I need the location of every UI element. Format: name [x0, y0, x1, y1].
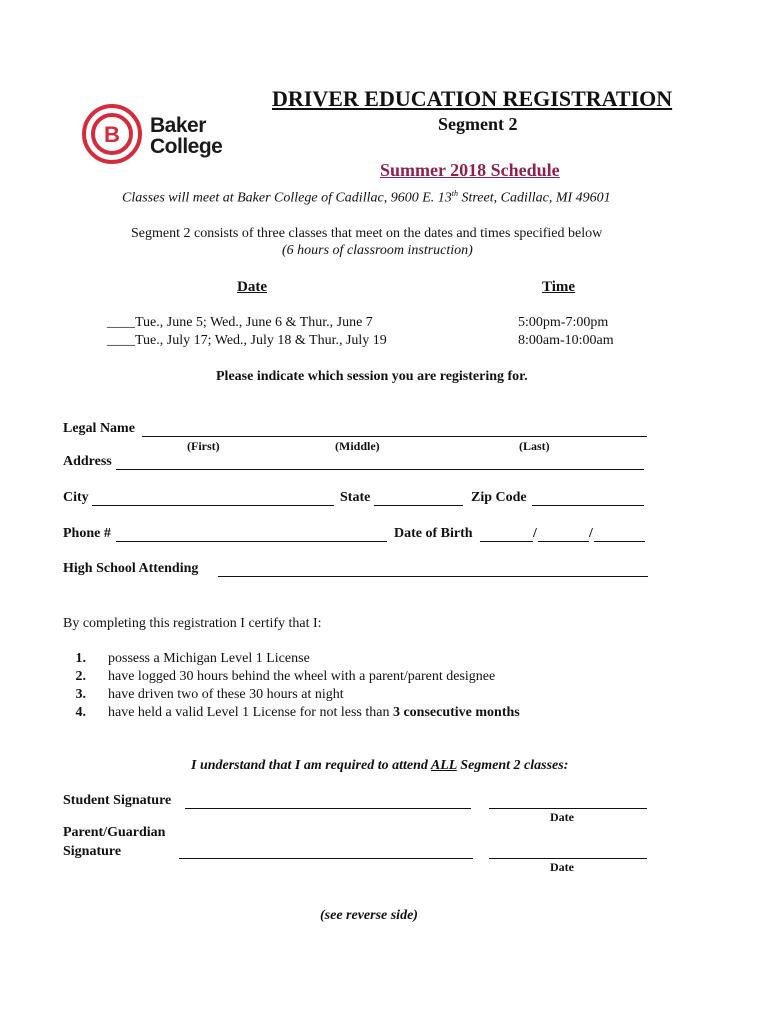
- page-title: DRIVER EDUCATION REGISTRATION: [272, 86, 673, 111]
- dob-month-field[interactable]: [480, 541, 533, 542]
- dob-separator-2: /: [589, 526, 593, 541]
- segment-description: Segment 2 consists of three classes that meet on the dates and times specified below: [131, 226, 603, 241]
- list-item: 3. have driven two of these 30 hours at night: [75, 687, 344, 702]
- dob-separator-1: /: [533, 526, 537, 541]
- page-subtitle: Segment 2: [438, 114, 518, 134]
- time-column-header: Time: [542, 279, 576, 295]
- session-option-1[interactable]: ____Tue., June 5; Wed., June 6 & Thur., June 7: [107, 315, 373, 330]
- class-location: Classes will meet at Baker College of Cadillac, 9600 E. 13th Street, Cadillac, MI 49601: [122, 189, 611, 206]
- dob-day-field[interactable]: [538, 541, 589, 542]
- list-item: 2. have logged 30 hours behind the wheel with a parent/parent designee: [75, 669, 496, 684]
- address-field[interactable]: [116, 469, 644, 470]
- student-signature-label: Student Signature: [63, 793, 172, 808]
- logo-letter: B: [104, 122, 120, 147]
- first-name-caption: (First): [187, 439, 220, 453]
- middle-name-caption: (Middle): [335, 439, 380, 453]
- certification-list: [63, 650, 520, 722]
- parent-signature-label: Signature: [63, 844, 122, 859]
- high-school-label: High School Attending: [63, 561, 199, 576]
- phone-field[interactable]: [116, 541, 387, 542]
- logo-line-2: College: [150, 135, 223, 158]
- schedule-heading: Summer 2018 Schedule: [380, 160, 560, 180]
- certification-intro: By completing this registration I certify that I:: [63, 616, 322, 631]
- zip-code-label: Zip Code: [471, 490, 527, 505]
- city-label: City: [63, 490, 89, 505]
- see-reverse-note: (see reverse side): [320, 908, 418, 923]
- parent-signature-field[interactable]: [179, 858, 473, 859]
- student-date-caption: Date: [550, 810, 574, 824]
- session-option-2[interactable]: ____Tue., July 17; Wed., July 18 & Thur., July 19: [107, 333, 387, 348]
- parent-guardian-label: Parent/Guardian: [63, 825, 166, 840]
- list-item: 4. have held a valid Level 1 License for not less than 3 consecutive months: [75, 705, 520, 720]
- attendance-statement: I understand that I am required to attend ALL Segment 2 classes:: [191, 758, 569, 773]
- legal-name-field[interactable]: [142, 436, 647, 437]
- date-column-header: Date: [237, 279, 267, 295]
- student-signature-field[interactable]: [185, 808, 471, 809]
- last-name-caption: (Last): [519, 439, 550, 453]
- state-label: State: [340, 490, 371, 505]
- dob-year-field[interactable]: [594, 541, 645, 542]
- city-field[interactable]: [92, 505, 334, 506]
- date-of-birth-label: Date of Birth: [394, 526, 473, 541]
- list-item: 1. possess a Michigan Level 1 License: [75, 651, 310, 666]
- baker-college-logo-mark: [81, 103, 143, 165]
- logo-line-1: Baker: [150, 114, 206, 137]
- session-instruction: Please indicate which session you are registering for.: [216, 369, 528, 384]
- session-time-1: 5:00pm-7:00pm: [518, 315, 609, 330]
- legal-name-label: Legal Name: [63, 421, 135, 436]
- parent-date-caption: Date: [550, 860, 574, 874]
- hours-note: (6 hours of classroom instruction): [282, 243, 473, 258]
- session-time-2: 8:00am-10:00am: [518, 333, 614, 348]
- address-label: Address: [63, 454, 112, 469]
- baker-college-logo-text: [150, 115, 222, 157]
- zip-code-field[interactable]: [532, 505, 644, 506]
- state-field[interactable]: [374, 505, 463, 506]
- high-school-field[interactable]: [218, 576, 648, 577]
- phone-label: Phone #: [63, 526, 111, 541]
- parent-date-field[interactable]: [489, 858, 647, 859]
- student-date-field[interactable]: [489, 808, 647, 809]
